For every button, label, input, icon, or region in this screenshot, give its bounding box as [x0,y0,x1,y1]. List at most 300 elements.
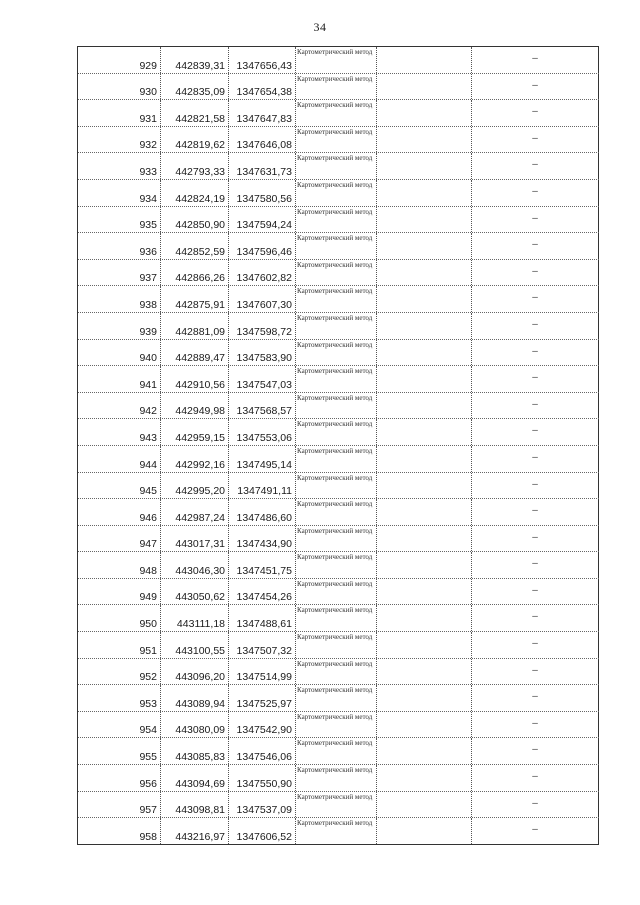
dash-cell-text: – [532,345,538,357]
method-cell-text: Картометрический метод [297,766,373,775]
x-coordinate-cell [161,286,229,312]
y-coordinate-cell-text: 1347583,90 [236,352,292,365]
x-coordinate-cell [161,207,229,233]
method-cell-text: Картометрический метод [297,393,373,402]
x-coordinate-cell [161,313,229,339]
method-cell [296,366,377,392]
empty-cell [377,260,472,286]
empty-cell [377,818,472,844]
empty-cell [377,393,472,419]
empty-cell [377,207,472,233]
table-row [78,632,599,659]
x-coordinate-cell [161,685,229,711]
dash-cell [472,127,599,153]
y-coordinate-cell [229,419,296,445]
method-cell [296,605,377,631]
point-number-cell-text: 949 [139,591,157,604]
point-number-cell [78,419,161,445]
table-row [78,340,599,367]
empty-cell [377,180,472,206]
point-number-cell-text: 954 [139,724,157,737]
point-number-cell [78,659,161,685]
dash-cell [472,792,599,818]
y-coordinate-cell [229,579,296,605]
method-cell [296,499,377,525]
point-number-cell [78,632,161,658]
dash-cell [472,180,599,206]
x-coordinate-cell [161,632,229,658]
method-cell [296,207,377,233]
x-coordinate-cell [161,605,229,631]
y-coordinate-cell-text: 1347580,56 [236,192,292,205]
point-number-cell [78,765,161,791]
x-coordinate-cell [161,127,229,153]
point-number-cell [78,286,161,312]
x-coordinate-cell-text: 443080,09 [175,724,225,737]
x-coordinate-cell [161,446,229,472]
table-row [78,260,599,287]
point-number-cell [78,366,161,392]
method-cell-text: Картометрический метод [297,819,373,828]
dash-cell [472,579,599,605]
y-coordinate-cell-text: 1347537,09 [236,804,292,817]
y-coordinate-cell [229,366,296,392]
y-coordinate-cell [229,685,296,711]
y-coordinate-cell [229,180,296,206]
dash-cell [472,233,599,259]
x-coordinate-cell-text: 442852,59 [175,245,225,258]
y-coordinate-cell-text: 1347598,72 [236,325,292,338]
dash-cell-text: – [532,611,538,623]
dash-cell [472,393,599,419]
empty-cell [377,792,472,818]
dash-cell-text: – [532,717,538,729]
dash-cell-text: – [532,691,538,703]
point-number-cell-text: 958 [139,830,157,843]
x-coordinate-cell [161,153,229,179]
empty-cell [377,419,472,445]
point-number-cell [78,127,161,153]
empty-cell [377,340,472,366]
y-coordinate-cell-text: 1347514,99 [236,671,292,684]
method-cell-text: Картометрический метод [297,712,373,721]
x-coordinate-cell-text: 443098,81 [175,804,225,817]
dash-cell-text: – [532,744,538,756]
point-number-cell-text: 951 [139,644,157,657]
dash-cell-text: – [532,531,538,543]
dash-cell-text: – [532,106,538,118]
method-cell-text: Картометрический метод [297,606,373,615]
point-number-cell [78,792,161,818]
x-coordinate-cell [161,818,229,844]
table-row [78,792,599,819]
point-number-cell [78,446,161,472]
dash-cell-text: – [532,53,538,64]
y-coordinate-cell [229,605,296,631]
y-coordinate-cell [229,233,296,259]
empty-cell [377,233,472,259]
dash-cell-text: – [532,318,538,330]
table-row [78,818,599,845]
table-row [78,393,599,420]
x-coordinate-cell [161,738,229,764]
dash-cell [472,526,599,552]
x-coordinate-cell [161,366,229,392]
y-coordinate-cell [229,738,296,764]
empty-cell [377,366,472,392]
x-coordinate-cell-text: 442819,62 [175,139,225,152]
point-number-cell [78,473,161,499]
dash-cell-text: – [532,425,538,437]
empty-cell [377,579,472,605]
point-number-cell [78,552,161,578]
point-number-cell-text: 929 [139,59,157,72]
point-number-cell [78,712,161,738]
y-coordinate-cell [229,286,296,312]
point-number-cell-text: 940 [139,352,157,365]
dash-cell-text: – [532,185,538,197]
point-number-cell [78,47,161,73]
dash-cell [472,473,599,499]
dash-cell-text: – [532,265,538,277]
empty-cell [377,473,472,499]
table-row [78,605,599,632]
table-row [78,499,599,526]
point-number-cell-text: 931 [139,112,157,125]
dash-cell-text: – [532,451,538,463]
y-coordinate-cell-text: 1347602,82 [236,272,292,285]
y-coordinate-cell [229,47,296,73]
dash-cell-text: – [532,79,538,91]
dash-cell [472,47,599,73]
point-number-cell [78,499,161,525]
empty-cell [377,712,472,738]
y-coordinate-cell [229,659,296,685]
empty-cell [377,47,472,73]
table-row [78,419,599,446]
y-coordinate-cell-text: 1347547,03 [236,378,292,391]
x-coordinate-cell [161,100,229,126]
point-number-cell [78,605,161,631]
dash-cell [472,605,599,631]
method-cell-text: Картометрический метод [297,313,373,322]
y-coordinate-cell-text: 1347542,90 [236,724,292,737]
y-coordinate-cell [229,393,296,419]
empty-cell [377,153,472,179]
empty-cell [377,127,472,153]
method-cell-text: Картометрический метод [297,74,373,83]
x-coordinate-cell [161,260,229,286]
y-coordinate-cell [229,127,296,153]
method-cell-text: Картометрический метод [297,739,373,748]
x-coordinate-cell-text: 442793,33 [175,165,225,178]
y-coordinate-cell-text: 1347451,75 [236,564,292,577]
y-coordinate-cell-text: 1347525,97 [236,697,292,710]
dash-cell-text: – [532,132,538,144]
point-number-cell [78,260,161,286]
method-cell [296,260,377,286]
dash-cell [472,738,599,764]
point-number-cell [78,180,161,206]
method-cell [296,473,377,499]
dash-cell-text: – [532,771,538,783]
y-coordinate-cell-text: 1347488,61 [236,618,292,631]
x-coordinate-cell-text: 443046,30 [175,564,225,577]
dash-cell [472,632,599,658]
y-coordinate-cell [229,446,296,472]
point-number-cell-text: 945 [139,485,157,498]
point-number-cell [78,340,161,366]
method-cell [296,153,377,179]
y-coordinate-cell-text: 1347596,46 [236,245,292,258]
x-coordinate-cell [161,659,229,685]
point-number-cell-text: 952 [139,671,157,684]
method-cell [296,47,377,73]
dash-cell-text: – [532,239,538,251]
method-cell [296,127,377,153]
point-number-cell-text: 930 [139,86,157,99]
x-coordinate-cell-text: 443085,83 [175,751,225,764]
x-coordinate-cell [161,340,229,366]
x-coordinate-cell [161,526,229,552]
table-row [78,526,599,553]
method-cell [296,579,377,605]
dash-cell-text: – [532,159,538,171]
empty-cell [377,738,472,764]
x-coordinate-cell-text: 442850,90 [175,219,225,232]
empty-cell [377,100,472,126]
table-row [78,659,599,686]
method-cell [296,659,377,685]
x-coordinate-cell-text: 443216,97 [175,830,225,843]
table-row [78,473,599,500]
point-number-cell-text: 955 [139,751,157,764]
dash-cell [472,260,599,286]
point-number-cell [78,313,161,339]
dash-cell [472,446,599,472]
x-coordinate-cell-text: 443111,18 [176,618,225,631]
y-coordinate-cell [229,712,296,738]
point-number-cell-text: 947 [139,538,157,551]
x-coordinate-cell [161,499,229,525]
method-cell-text: Картометрический метод [297,207,373,216]
method-cell [296,552,377,578]
method-cell [296,340,377,366]
x-coordinate-cell-text: 442881,09 [175,325,225,338]
method-cell-text: Картометрический метод [297,420,373,429]
x-coordinate-cell-text: 442987,24 [175,511,225,524]
empty-cell [377,552,472,578]
method-cell-text: Картометрический метод [297,526,373,535]
empty-cell [377,685,472,711]
y-coordinate-cell [229,260,296,286]
x-coordinate-cell-text: 442866,26 [175,272,225,285]
dash-cell-text: – [532,478,538,490]
table-row [78,738,599,765]
table-row [78,313,599,340]
method-cell [296,712,377,738]
dash-cell [472,207,599,233]
dash-cell-text: – [532,797,538,809]
empty-cell [377,446,472,472]
y-coordinate-cell [229,100,296,126]
x-coordinate-cell-text: 442995,20 [175,485,225,498]
y-coordinate-cell-text: 1347607,30 [236,298,292,311]
y-coordinate-cell-text: 1347454,26 [236,591,292,604]
method-cell-text: Картометрический метод [297,340,373,349]
y-coordinate-cell-text: 1347606,52 [236,830,292,843]
table-row [78,685,599,712]
empty-cell [377,765,472,791]
dash-cell-text: – [532,664,538,676]
dash-cell [472,313,599,339]
dash-cell-text: – [532,372,538,384]
y-coordinate-cell-text: 1347553,06 [236,431,292,444]
method-cell-text: Картометрический метод [297,473,373,482]
method-cell [296,685,377,711]
point-number-cell-text: 942 [139,405,157,418]
x-coordinate-cell [161,180,229,206]
y-coordinate-cell [229,818,296,844]
method-cell-text: Картометрический метод [297,127,373,136]
x-coordinate-cell-text: 442910,56 [175,378,225,391]
point-number-cell-text: 941 [139,378,157,391]
table-row [78,712,599,739]
y-coordinate-cell-text: 1347495,14 [236,458,292,471]
dash-cell [472,74,599,100]
dash-cell [472,765,599,791]
point-number-cell-text: 948 [139,564,157,577]
y-coordinate-cell [229,552,296,578]
point-number-cell-text: 938 [139,298,157,311]
dash-cell [472,286,599,312]
x-coordinate-cell [161,74,229,100]
method-cell-text: Картометрический метод [297,48,373,56]
y-coordinate-cell [229,765,296,791]
x-coordinate-cell-text: 442949,98 [175,405,225,418]
empty-cell [377,286,472,312]
table-row [78,74,599,101]
x-coordinate-cell-text: 443096,20 [175,671,225,684]
table-row [78,47,599,74]
x-coordinate-cell [161,792,229,818]
method-cell [296,792,377,818]
point-number-cell [78,526,161,552]
method-cell-text: Картометрический метод [297,553,373,562]
y-coordinate-cell [229,526,296,552]
x-coordinate-cell-text: 443094,69 [175,777,225,790]
table-row [78,552,599,579]
dash-cell-text: – [532,558,538,570]
x-coordinate-cell [161,712,229,738]
dash-cell [472,366,599,392]
empty-cell [377,659,472,685]
dash-cell-text: – [532,638,538,650]
point-number-cell [78,207,161,233]
empty-cell [377,632,472,658]
point-number-cell-text: 953 [139,697,157,710]
method-cell [296,393,377,419]
y-coordinate-cell-text: 1347646,08 [236,139,292,152]
y-coordinate-cell [229,313,296,339]
y-coordinate-cell-text: 1347568,57 [236,405,292,418]
point-number-cell [78,818,161,844]
point-number-cell-text: 936 [139,245,157,258]
y-coordinate-cell-text: 1347631,73 [236,165,292,178]
method-cell [296,632,377,658]
method-cell [296,100,377,126]
y-coordinate-cell-text: 1347507,32 [236,644,292,657]
method-cell-text: Картометрический метод [297,234,373,243]
dash-cell [472,552,599,578]
y-coordinate-cell-text: 1347647,83 [236,112,292,125]
y-coordinate-cell [229,153,296,179]
point-number-cell [78,393,161,419]
dash-cell [472,685,599,711]
point-number-cell [78,233,161,259]
dash-cell [472,419,599,445]
method-cell-text: Картометрический метод [297,260,373,269]
table-row [78,446,599,473]
table-row [78,286,599,313]
method-cell-text: Картометрический метод [297,659,373,668]
y-coordinate-cell-text: 1347656,43 [236,59,292,72]
dash-cell [472,659,599,685]
dash-cell [472,818,599,844]
y-coordinate-cell-text: 1347594,24 [236,219,292,232]
y-coordinate-cell [229,792,296,818]
y-coordinate-cell [229,340,296,366]
point-number-cell-text: 933 [139,165,157,178]
point-number-cell [78,738,161,764]
y-coordinate-cell [229,207,296,233]
x-coordinate-cell-text: 442824,19 [175,192,225,205]
method-cell [296,286,377,312]
point-number-cell-text: 937 [139,272,157,285]
y-coordinate-cell-text: 1347491,11 [237,485,292,498]
point-number-cell-text: 943 [139,431,157,444]
x-coordinate-cell-text: 442889,47 [175,352,225,365]
x-coordinate-cell-text: 442839,31 [175,59,225,72]
x-coordinate-cell [161,47,229,73]
method-cell-text: Картометрический метод [297,686,373,695]
x-coordinate-cell-text: 443100,55 [175,644,225,657]
empty-cell [377,499,472,525]
dash-cell [472,340,599,366]
x-coordinate-cell-text: 443050,62 [175,591,225,604]
x-coordinate-cell-text: 443017,31 [175,538,225,551]
table-row [78,180,599,207]
method-cell-text: Картометрический метод [297,446,373,455]
method-cell-text: Картометрический метод [297,500,373,509]
y-coordinate-cell [229,499,296,525]
x-coordinate-cell [161,579,229,605]
point-number-cell [78,153,161,179]
method-cell [296,419,377,445]
table-row [78,127,599,154]
y-coordinate-cell-text: 1347550,90 [236,777,292,790]
method-cell [296,74,377,100]
x-coordinate-cell [161,419,229,445]
point-number-cell [78,74,161,100]
x-coordinate-cell-text: 443089,94 [175,697,225,710]
method-cell [296,526,377,552]
point-number-cell-text: 939 [139,325,157,338]
method-cell-text: Картометрический метод [297,154,373,163]
y-coordinate-cell [229,74,296,100]
method-cell-text: Картометрический метод [297,101,373,110]
method-cell-text: Картометрический метод [297,180,373,189]
